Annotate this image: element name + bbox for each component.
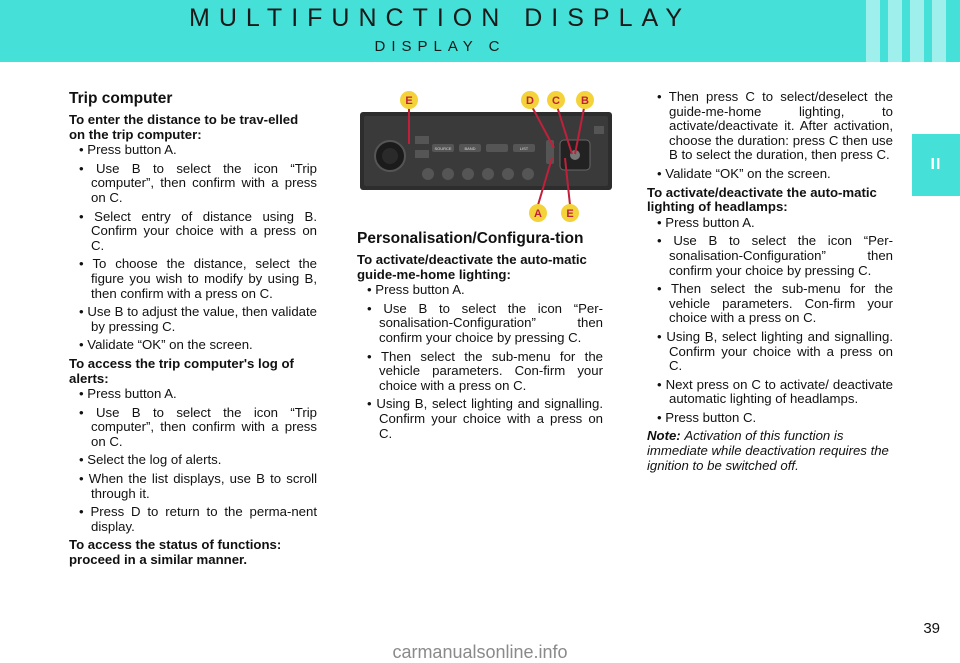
list-item: • Select the log of alerts. (69, 453, 317, 468)
note-label: Note: (647, 428, 681, 444)
list-item: • Using B, select lighting and signalling. Confirm your choice with a press on C. (647, 330, 893, 374)
page-title: MULTIFUNCTION DISPLAY (189, 4, 691, 32)
list-item: • Use B to select the icon “Per-sonalisation-Configuration” then confirm your choice by pressing C. (357, 302, 603, 346)
radio-figure (360, 86, 612, 226)
header-stripes (866, 0, 946, 62)
list-item: • Validate “OK” on the screen. (647, 167, 893, 182)
list-item: • Validate “OK” on the screen. (69, 338, 317, 353)
column-trip-computer (69, 90, 317, 569)
list-item: • Press button A. (69, 143, 317, 158)
callout-b: B (581, 95, 589, 107)
list-button-label: LIST (519, 146, 529, 151)
list-item: • To choose the distance, select the figure you wish to modify by using B, then confirm with a press on C. (69, 257, 317, 301)
list-enter-distance (69, 143, 317, 353)
section-heading-trip-computer: Trip computer (69, 90, 173, 107)
list-guide-me-home-continued (647, 90, 893, 182)
list-item: • Press button A. (69, 387, 317, 402)
closing-status-functions: To access the status of functions: proceed in a similar manner. (69, 537, 282, 568)
list-item: • Press button A. (647, 216, 893, 231)
band-button-label: BAND (464, 146, 476, 151)
list-item: • Next press on C to activate/ deactivate automatic lighting of headlamps. (647, 378, 893, 407)
list-item: • Use B to select the icon “Trip computer”, then confirm with a press on C. (69, 162, 317, 206)
section-heading-personalisation: Personalisation/Configura-tion (357, 230, 584, 247)
list-item: • Press button A. (357, 283, 603, 298)
list-item: • When the list displays, use B to scroll through it. (69, 472, 317, 501)
callout-e-bottom: E (566, 208, 574, 220)
callout-e-top: E (405, 95, 413, 107)
list-item: • Use B to select the icon “Per-sonalisation-Configuration” then confirm your choice by pressing C. (647, 234, 893, 278)
page-number: 39 (923, 620, 940, 637)
column-headlamps (647, 90, 893, 477)
callout-a: A (534, 208, 542, 220)
lead-enter-distance: To enter the distance to be trav-elled on the trip computer: (69, 112, 299, 142)
list-item: • Press button C. (647, 411, 893, 426)
note-text: Activation of this function is immediate while deactivation requires the ignition to be switched off. (647, 428, 889, 473)
source-button-label: SOURCE (434, 146, 452, 151)
lead-guide-me-home: To activate/deactivate the auto-matic guide-me-home lighting: (357, 252, 587, 282)
lead-headlamps: To activate/deactivate the auto-matic lighting of headlamps: (647, 184, 877, 215)
list-item: • Then press C to select/deselect the guide-me-home lighting, to activate/deactivate it. After activation, choose the duration: press C then use B to select the duration, then press C. (647, 90, 893, 163)
list-item: • Use B to adjust the value, then validate by pressing C. (69, 305, 317, 334)
chapter-tab: II (912, 134, 960, 196)
list-item: • Using B, select lighting and signalling. Confirm your choice with a press on C. (357, 397, 603, 441)
note (647, 429, 893, 473)
lead-log-of-alerts: To access the trip computer's log of alerts: (69, 355, 294, 386)
watermark: carmanualsonline.info (392, 642, 568, 662)
list-guide-me-home (357, 283, 603, 441)
list-item: • Select entry of distance using B. Confirm your choice with a press on C. (69, 210, 317, 254)
page-subtitle: DISPLAY C (374, 38, 506, 55)
list-item: • Then select the sub-menu for the vehicle parameters. Con-firm your choice with a press on C. (647, 282, 893, 326)
callout-d: D (526, 95, 534, 107)
list-item: • Press D to return to the perma-nent display. (69, 505, 317, 534)
callout-c: C (552, 95, 560, 107)
list-headlamps (647, 216, 893, 426)
column-personalisation (357, 230, 603, 445)
list-item: • Use B to select the icon “Trip computer”, then confirm with a press on C. (69, 406, 317, 450)
list-log-of-alerts (69, 387, 317, 534)
page-header (0, 0, 960, 62)
list-item: • Then select the sub-menu for the vehicle parameters. Con-firm your choice with a press on C. (357, 350, 603, 394)
